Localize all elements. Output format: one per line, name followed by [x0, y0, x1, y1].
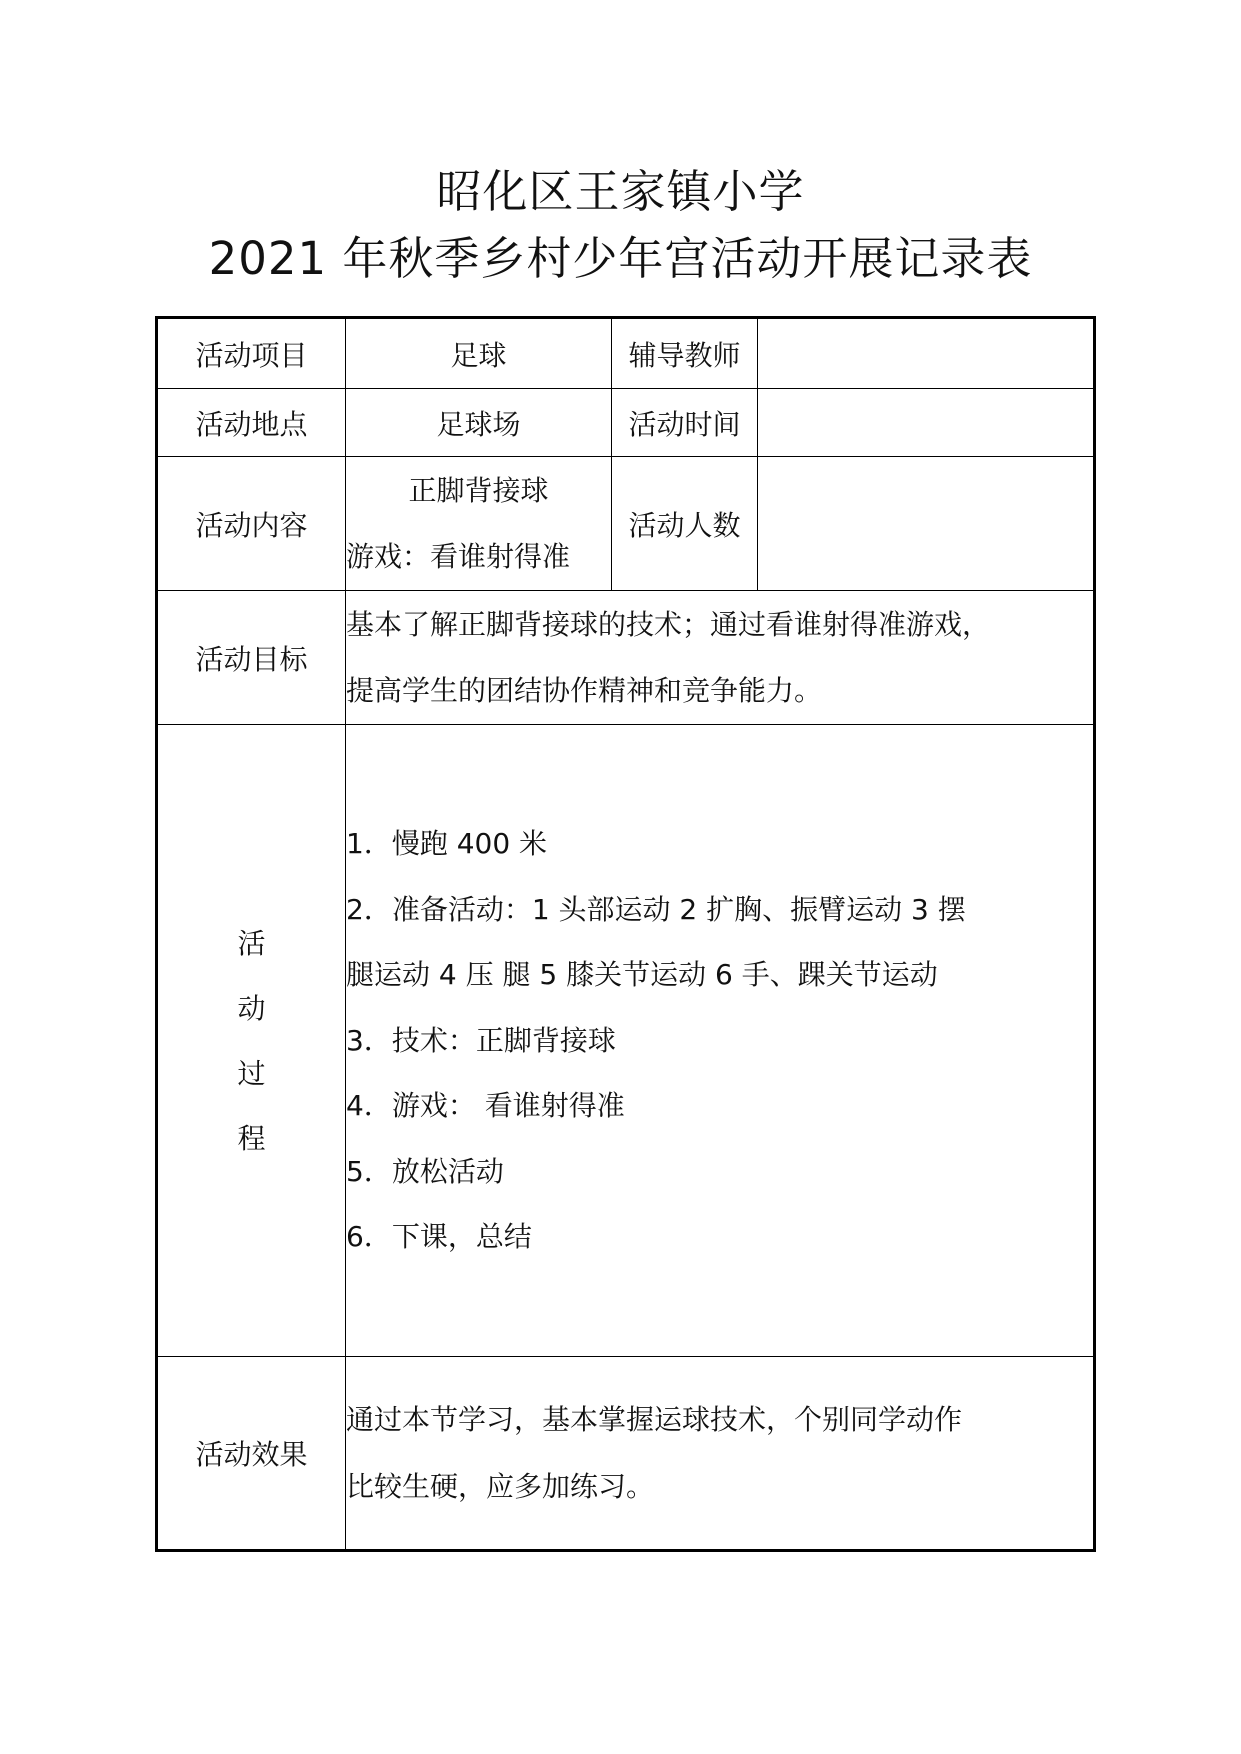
process-step: 6．下课，总结: [346, 1220, 532, 1254]
label-participants: 活动人数: [612, 457, 758, 591]
page-title: 2021 年秋季乡村少年宫活动开展记录表: [208, 232, 1033, 285]
label-content: 活动内容: [157, 457, 346, 591]
school-name: 昭化区王家镇小学: [436, 165, 805, 218]
process-step: 2．准备活动：1 头部运动 2 扩胸、振臂运动 3 摆: [346, 892, 966, 926]
table-row: [157, 1357, 1095, 1551]
table-row: [157, 318, 1095, 389]
process-step: 1．慢跑 400 米: [346, 827, 548, 861]
process-label-char: 活: [237, 926, 266, 960]
process-step: 5．放松活动: [346, 1154, 504, 1188]
value-teacher: [758, 318, 1095, 389]
label-goal: 活动目标: [157, 591, 346, 725]
content-line: 正脚背接球: [408, 473, 549, 507]
value-project: 足球: [346, 318, 612, 389]
goal-line: 提高学生的团结协作精神和竞争能力。: [346, 673, 823, 707]
process-step: 腿运动 4 压 腿 5 膝关节运动 6 手、踝关节运动: [346, 958, 938, 992]
effect-line: 通过本节学习，基本掌握运球技术，个别同学动作: [346, 1403, 963, 1436]
process-label-char: 过: [237, 1056, 266, 1090]
value-effect: [346, 1357, 1095, 1551]
value-time: [758, 389, 1095, 457]
record-table: [155, 316, 1096, 1552]
label-time: 活动时间: [612, 389, 758, 457]
value-location: 足球场: [346, 389, 612, 457]
process-label-char: 程: [237, 1121, 266, 1155]
goal-line: 基本了解正脚背接球的技术；通过看谁射得准游戏，: [346, 607, 991, 641]
label-location: 活动地点: [157, 389, 346, 457]
value-participants: [758, 457, 1095, 591]
value-content: [346, 457, 612, 591]
value-process: [346, 725, 1095, 1357]
effect-line: 比较生硬，应多加练习。: [346, 1470, 655, 1503]
label-process: [157, 725, 346, 1357]
process-label-char: 动: [237, 991, 266, 1025]
table-row: [157, 591, 1095, 725]
value-goal: [346, 591, 1095, 725]
table-row: [157, 389, 1095, 457]
table-row: [157, 725, 1095, 1357]
label-project: 活动项目: [157, 318, 346, 389]
table-row: [157, 457, 1095, 591]
label-teacher: 辅导教师: [612, 318, 758, 389]
content-line: 游戏：看谁射得准: [346, 539, 571, 573]
process-step: 3．技术：正脚背接球: [346, 1023, 616, 1057]
label-effect: 活动效果: [157, 1357, 346, 1551]
process-step: 4．游戏： 看谁射得准: [346, 1089, 625, 1123]
